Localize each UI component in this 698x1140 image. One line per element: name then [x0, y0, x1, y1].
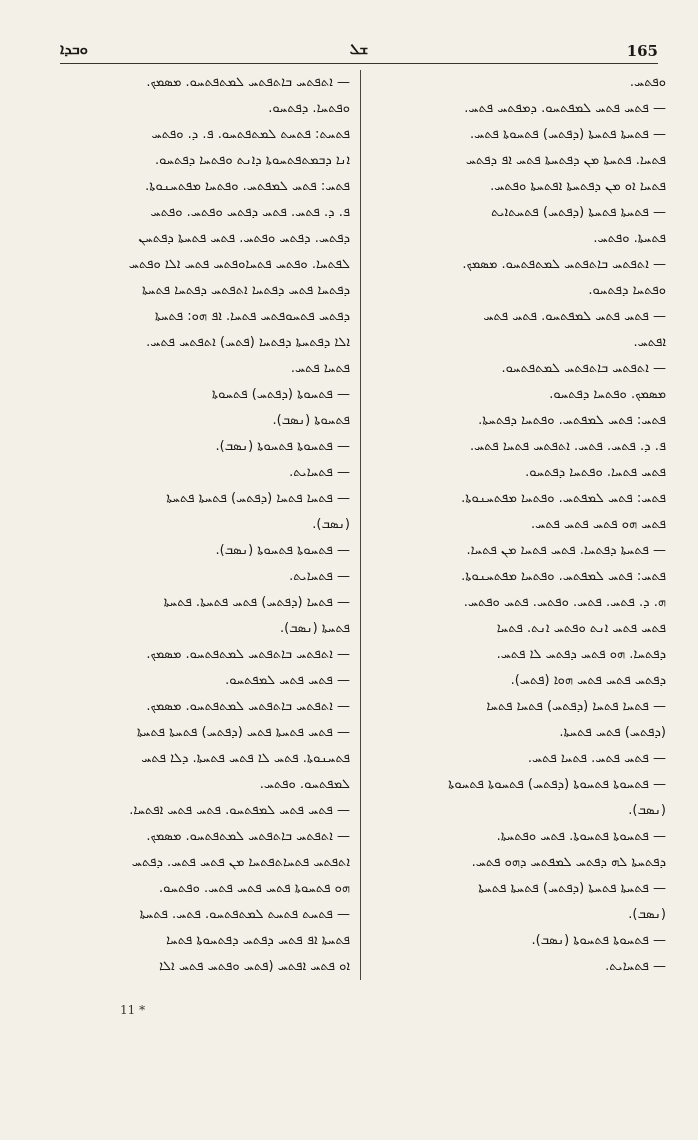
text-line: — ܦܬܚ ܦܬܚܬܐ ܦܬܚ (ܕܦܬܚ) ܦܬܚܬܐ ܦܬܚܬܐ	[136, 725, 350, 740]
text-line: ܕܦܬܚܐ. ܗܘ ܦܬܚ ܕܦܬܚ ܠܐ ܦܬܚ.	[496, 647, 666, 662]
text-line: — ܐܬܦܬܚ ܒܐܬܦܬܚ ܠܡܬܦܬܚܘ. ܡܣܡܟ.	[146, 647, 350, 662]
text-line: — ܦܬܚܬܐ ܦܬܚܬܐ (ܕܦܬܚ) ܦܬܚܬܐ ܦܬܚܬܐ	[478, 881, 666, 896]
text-line: ܕܦܬܚܐ ܦܬܚ ܕܦܬܚܐ ܐܬܦܬܚ ܕܦܬܚܐ ܦܬܚܬܐ	[141, 283, 350, 298]
text-line: — ܦܬܚܬܐ ܦܬܚܬܐ (ܕܦܬܚ) ܦܬܚܬܐܝܬ	[491, 205, 666, 220]
running-header	[60, 40, 658, 64]
text-line: — ܦܬܚܬܐ ܦܬܚܬܐ (ܕܦܬܚ) ܦܬܚܘܬܐ ܦܬܚ.	[470, 127, 666, 142]
text-line: — ܦܬܚ ܦܬܚ ܠܡܦܬܚܘ. ܦܬܚ ܦܬܚ	[483, 309, 666, 324]
text-line: ܦܬܚ ܦܬܚ ܐܢܬ ܘܦܬܚ ܐܢܬ. ܦܬܚܐ	[496, 621, 666, 636]
text-line: ܐܬܦܬܚ ܦܬܚܐܬܦܬܚܐ ܡܢ ܦܬܚ ܦܬܚ. ܕܦܬܚ	[131, 855, 350, 870]
text-line: — ܦܬܚܬ ܦܬܚܬ ܠܡܬܦܬܚܘ. ܦܬܚ. ܦܬܚܬܐ	[139, 907, 350, 922]
text-line: — ܦܬܚܐ ܦܬܚܐ (ܕܦܬܚ) ܦܬܚܬܐ ܦܬܚܬܐ	[166, 491, 350, 506]
text-line: — ܦܬܚܘܬܐ (ܕܦܬܚ) ܦܬܚܘܬܐ	[211, 387, 350, 402]
text-line: ܕܦܬܚܬܐ ܠܗ ܕܦܬܚ ܠܡܦܬܚ ܕܗܘ ܦܬܚ.	[471, 855, 666, 870]
text-line: ܦܬܚ: ܦܬܚ ܠܡܦܬܚ. ܘܦܬܚܐ ܕܦܬܚܬܐ.	[478, 413, 666, 428]
text-line: ܦܬܚ: ܦܬܚ ܠܡܦܬܚ. ܘܦܬܚܐ ܡܦܬܚܢܘܬܐ.	[461, 491, 666, 506]
text-line: (ܢܣܒ).	[312, 517, 350, 532]
text-line: ܕܦܬܚ. ܕܦܬܚ ܘܦܬܚ. ܦܬܚ ܦܬܚܬܐ ܕܦܬܚܢ	[138, 231, 350, 246]
text-line: ܦܬܚܢܘܬܐ. ܦܬܚ ܠܐ ܦܬܚ ܦܬܚܬܐ. ܕܠܐ ܦܬܚ	[141, 751, 350, 766]
text-line: ܘܦܬܚ.	[629, 75, 666, 90]
text-line: — ܐܬܦܬܚ ܒܐܬܦܬܚ ܠܡܬܦܬܚܘ. ܡܣܡܟ.	[146, 829, 350, 844]
text-line: ܦܬܚܘܬܐ (ܢܣܒ).	[272, 413, 350, 428]
column-divider	[360, 70, 361, 980]
text-line: — ܐܬܦܬܚ ܒܐܬܦܬܚ ܠܡܬܦܬܚܘ. ܡܣܡܟ.	[462, 257, 666, 272]
text-line: — ܦܬܚܐ (ܕܦܬܚ) ܦܬܚ ܦܬܚܬܐ. ܦܬܚܬܐ	[163, 595, 350, 610]
text-line: — ܦܬܚܐܝܬ.	[289, 569, 350, 584]
text-line: — ܦܬܚܐܝܬ.	[289, 465, 350, 480]
text-line: ܦܬܚ: ܦܬܚ ܠܡܦܬܚ. ܘܦܬܚܐ ܡܦܬܚܢܘܬܐ.	[461, 569, 666, 584]
text-line: — ܐܬܦܬܚ ܒܐܬܦܬܚ ܠܡܬܦܬܚܘ. ܡܣܡܟ.	[146, 75, 350, 90]
text-line: ܦ. ܕ. ܦܬܚ. ܦܬܚ. ܐܬܦܬܚ ܦܬܚܐ ܦܬܚ.	[469, 439, 666, 454]
left-column	[58, 70, 350, 980]
text-line: — ܐܬܦܬܚ ܒܐܬܦܬܚ ܠܡܬܦܬܚܘ.	[501, 361, 666, 376]
text-line: ܘܦܬܚܐ ܕܦܬܚܘ.	[588, 283, 666, 298]
text-line: ܐܘ ܦܬܚ ܐܦܬܚ (ܦܬܚ ܘܦܬܚ ܦܬܚ ܐܠܐ	[159, 959, 350, 974]
text-line: ܠܦܬܚܐ. ܘܦܬܚ ܦܬܚܐܘܦܬܚ ܦܬܚ ܐܠܐ ܘܦܬܚ	[128, 257, 350, 272]
text-line: — ܦܬܚ ܦܬܚ ܠܡܦܬܚܘ. ܦܬܚ ܦܬܚ ܐܦܬܚܐ.	[129, 803, 350, 818]
text-line: ܦܬܚ: ܦܬܚ ܠܡܦܬܚ. ܘܦܬܚܐ ܡܦܬܚܢܘܬܐ.	[145, 179, 350, 194]
text-line: (ܕܦܬܚ) ܦܬܚ ܦܬܚܬܐ.	[559, 725, 666, 740]
right-column	[368, 70, 666, 980]
text-line: — ܦܬܚ ܦܬܚ ܠܡܦܬܚܘ.	[225, 673, 350, 688]
text-line: — ܦܬܚܬܐ ܕܦܬܚܐ. ܦܬܚ ܦܬܚܐ ܡܢ ܦܬܚܐ.	[466, 543, 666, 558]
text-line: — ܦܬܚܐ ܦܬܚܐ (ܕܦܬܚ) ܦܬܚܐ ܦܬܚܐ	[486, 699, 666, 714]
text-line: ܘܦܬܚܐ. ܕܦܬܚܘ.	[268, 101, 350, 116]
text-line: — ܦܬܚܘܬܐ ܦܬܚܘܬܐ (ܢܣܒ).	[215, 439, 350, 454]
text-line: ܠܡܦܬܚܘ. ܘܦܬܚ.	[259, 777, 350, 792]
text-line: (ܢܣܒ).	[628, 907, 666, 922]
running-head-left: ܘܒܕܐ	[60, 40, 89, 58]
text-line: ܕܦܬܚ ܦܬܚܘܦܬܚ ܦܬܚܐ. ܐܦ ܗܘ: ܦܬܚܬܐ	[154, 309, 350, 324]
running-head-center: ܫܠ	[349, 40, 369, 58]
text-line: ܦܬܚܐ. ܦܬܚܬܐ ܡܢ ܕܦܬܚܬܐ ܦܬܚ ܐܦ ܕܦܬܚ	[465, 153, 666, 168]
text-line: ܐܠܐ ܕܦܬܚܬܐ ܕܦܬܚܐ (ܦܬܚ) ܐܬܦܬܚ ܦܬܚ.	[146, 335, 350, 350]
text-line: ܦܬܚܐ ܦܬܚ.	[290, 361, 350, 376]
text-line: — ܦܬܚܐܝܬ.	[605, 959, 666, 974]
text-line: ܐܢܐ ܕܒܡܬܦܬܚܘܬܐ ܕܐܢܬ ܘܦܬܚܐ ܕܦܬܚܘ.	[155, 153, 350, 168]
text-line: — ܦܬܚܘܬܐ ܦܬܚܘܬܐ (ܢܣܒ).	[215, 543, 350, 558]
text-line: ܦܬܚܬܐ (ܢܣܒ).	[279, 621, 350, 636]
text-line: ܦܬܚ ܦܬܚܐ. ܘܦܬܚܐ ܕܦܬܚܘ.	[525, 465, 666, 480]
text-line: (ܢܣܒ).	[628, 803, 666, 818]
signature-mark: 11 *	[120, 1003, 146, 1017]
text-line: ܕܦܬܚ ܦܬܚ ܦܬܚ ܗܘܐ (ܦܬܚ).	[510, 673, 666, 688]
text-line: ܦ. ܕ. ܦܬܚ. ܦܬܚ ܕܦܬܚ ܘܦܬܚ. ܘܦܬܚ	[150, 205, 350, 220]
text-line: — ܐܬܦܬܚ ܒܐܬܦܬܚ ܠܡܬܦܬܚܘ. ܡܣܡܟ.	[146, 699, 350, 714]
text-line: — ܦܬܚ ܦܬܚ ܠܡܦܬܚܘ. ܕܡܦܬܚ ܦܬܚ.	[464, 101, 666, 116]
text-line: — ܦܬܚܘܬܐ ܦܬܚܘܬܐ (ܕܦܬܚ) ܦܬܚܘܬܐ ܦܬܚܘܬܐ	[448, 777, 666, 792]
page-number: 165	[626, 42, 658, 60]
text-line: ܦܬܚܬܐ. ܘܦܬܚ.	[593, 231, 666, 246]
text-line: ܦܬܚܬ: ܦܬܚܬ ܠܡܬܦܬܚܘ. ܦ. ܕ. ܘܦܬܚ	[151, 127, 350, 142]
text-line: ܐܦܬܚ.	[633, 335, 666, 350]
text-line: ܗ. ܕ. ܦܬܚ. ܦܬܚ. ܘܦܬܚ. ܦܬܚ ܘܦܬܚ.	[463, 595, 666, 610]
text-line: — ܦܬܚܘܬܐ ܦܬܚܘܬܐ (ܢܣܒ).	[531, 933, 666, 948]
text-line: ܗܘ ܦܬܚܘܬܐ ܦܬܚ ܦܬܚ ܦܬܚ. ܘܦܬܚܘ.	[159, 881, 350, 896]
header-rule	[60, 63, 658, 64]
text-line: ܡܣܡܟ. ܘܦܬܚܐ ܕܦܬܚܘ.	[549, 387, 666, 402]
text-line: — ܦܬܚ ܦܬܚ. ܦܬܚܐ ܦܬܚ.	[527, 751, 666, 766]
text-line: ܦܬܚܐ ܐܘ ܡܢ ܕܦܬܚܬܐ ܐܦܬܚܬܐ ܘܦܬܚ.	[490, 179, 666, 194]
text-line: ܦܬܚܬܐ ܐܦ ܦܬܚ ܕܦܬܚ ܕܦܬܚܘܬܐ ܦܬܚܐ	[166, 933, 350, 948]
text-line: ܦܬܚ ܗܘ ܦܬܚ ܦܬܚ ܦܬܚ.	[531, 517, 666, 532]
text-line: — ܦܬܚܘܬܐ ܦܬܚܘܬܐ. ܦܬܚ ܘܦܬܚܬܐ.	[496, 829, 666, 844]
